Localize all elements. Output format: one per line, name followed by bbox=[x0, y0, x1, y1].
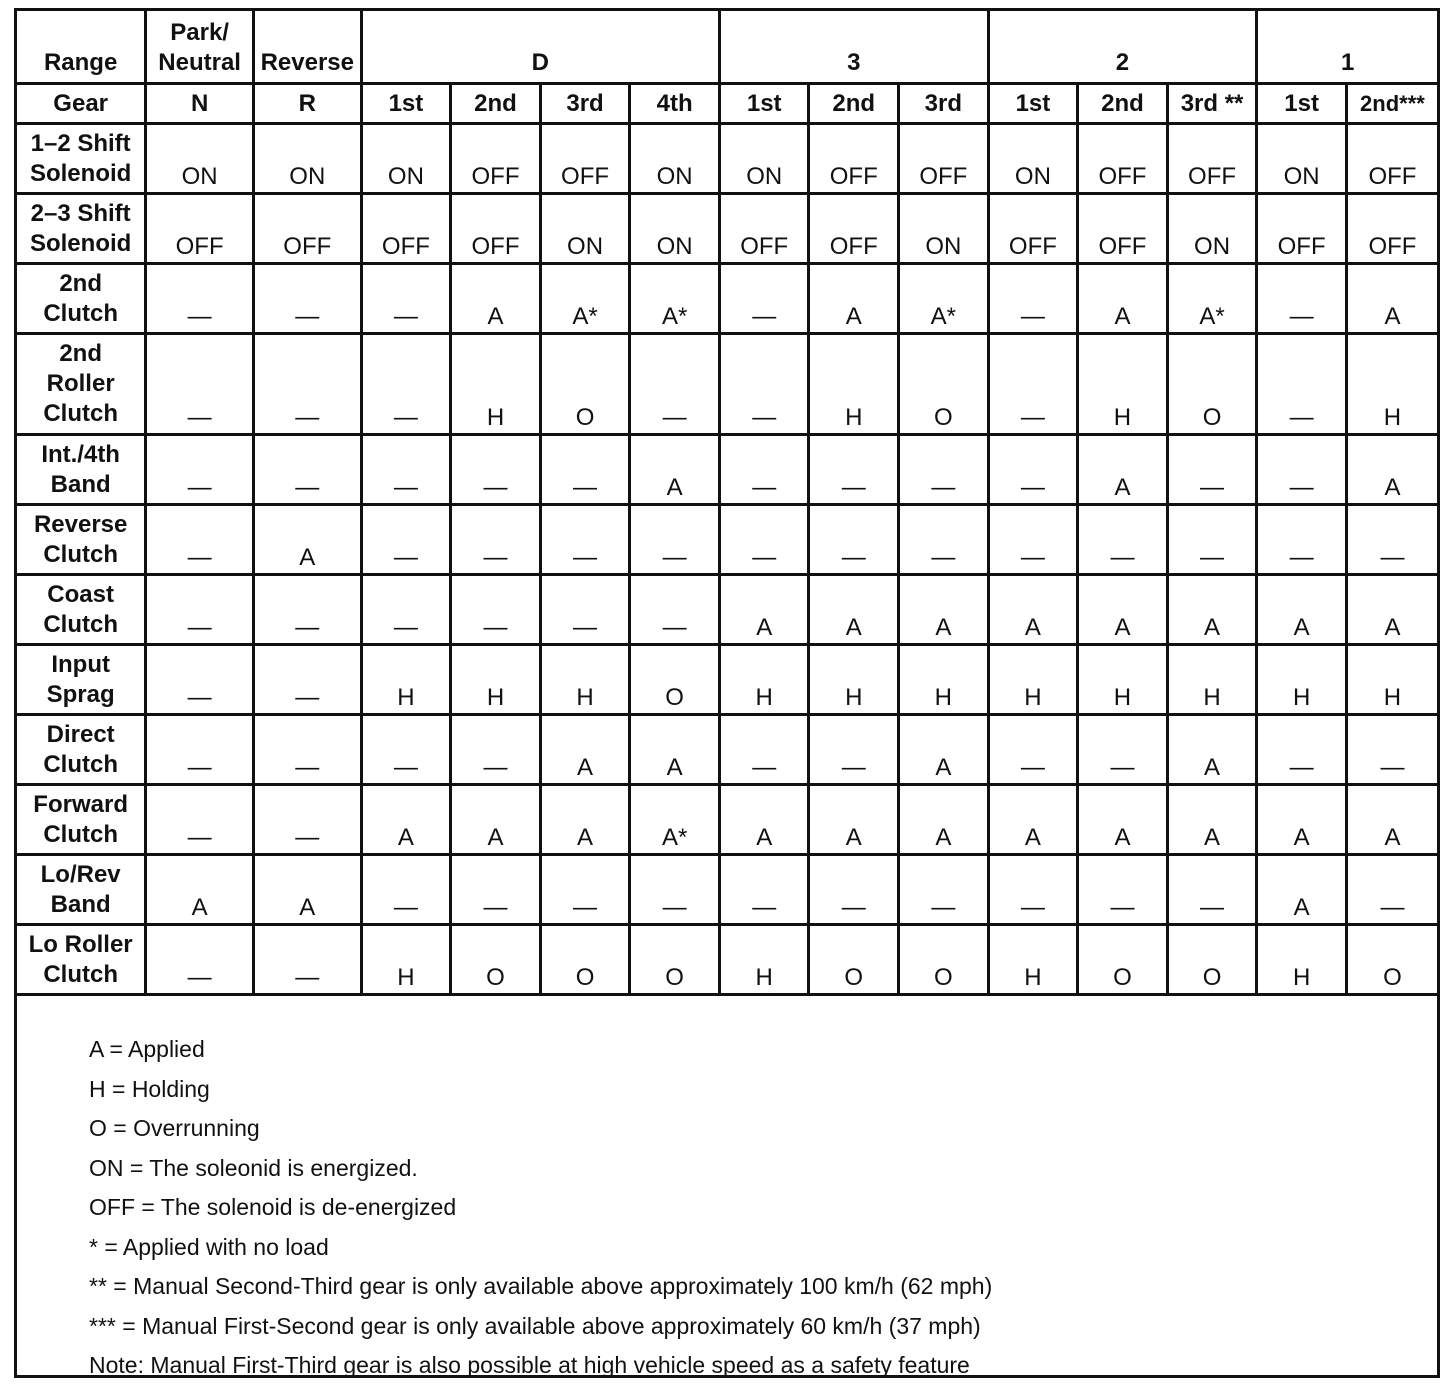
table-cell: — bbox=[1167, 435, 1257, 505]
table-row bbox=[17, 925, 1437, 995]
table-cell: — bbox=[988, 264, 1078, 334]
table-cell: OFF bbox=[1078, 194, 1168, 264]
table-cell: A bbox=[451, 264, 541, 334]
legend-item: *** = Manual First-Second gear is only available above approximately 60 km/h (37 mph) bbox=[89, 1312, 981, 1339]
table-cell: OFF bbox=[1167, 124, 1257, 194]
table-cell: — bbox=[146, 334, 254, 435]
table-cell: — bbox=[146, 575, 254, 645]
table-cell: A bbox=[1167, 575, 1257, 645]
range-header-reverse: Reverse bbox=[253, 11, 361, 84]
table-cell: A bbox=[1078, 435, 1168, 505]
table-cell: — bbox=[809, 715, 899, 785]
table-cell: — bbox=[719, 855, 809, 925]
legend-item: Note: Manual First-Third gear is also possible at high vehicle speed as a safety feature bbox=[89, 1352, 970, 1378]
gear-header: 3rd bbox=[540, 84, 630, 124]
table-cell: — bbox=[451, 855, 541, 925]
table-cell: ON bbox=[361, 124, 451, 194]
row-label: 2nd Clutch bbox=[17, 264, 146, 334]
table-cell: — bbox=[1257, 715, 1347, 785]
gear-header: 2nd bbox=[451, 84, 541, 124]
table-cell: A bbox=[1078, 264, 1168, 334]
table-cell: OFF bbox=[988, 194, 1078, 264]
legend-item: ** = Manual Second-Third gear is only available above approximately 100 km/h (62 mph) bbox=[89, 1273, 993, 1299]
table-cell: OFF bbox=[540, 124, 630, 194]
table-cell: OFF bbox=[899, 124, 989, 194]
table-cell: OFF bbox=[1346, 124, 1437, 194]
table-cell: A* bbox=[540, 264, 630, 334]
range-header-d: D bbox=[361, 11, 719, 84]
table-cell: O bbox=[451, 925, 541, 995]
range-header-1: 1 bbox=[1257, 11, 1437, 84]
table-cell: — bbox=[451, 505, 541, 575]
table-cell: — bbox=[988, 435, 1078, 505]
table-row bbox=[17, 785, 1437, 855]
table-cell: H bbox=[1078, 334, 1168, 435]
table-cell: H bbox=[719, 925, 809, 995]
table-cell: A bbox=[899, 575, 989, 645]
table-cell: ON bbox=[1257, 124, 1347, 194]
table-cell: — bbox=[1078, 505, 1168, 575]
table-cell: A bbox=[253, 855, 361, 925]
table-cell: O bbox=[1346, 925, 1437, 995]
table-cell: O bbox=[1167, 334, 1257, 435]
table-cell: H bbox=[451, 334, 541, 435]
table-cell: — bbox=[146, 435, 254, 505]
table-cell: O bbox=[809, 925, 899, 995]
table-cell: A* bbox=[1167, 264, 1257, 334]
table-cell: — bbox=[630, 334, 720, 435]
row-label: 2–3 Shift Solenoid bbox=[17, 194, 146, 264]
legend-item: A = Applied bbox=[89, 1036, 205, 1062]
table-cell: OFF bbox=[809, 124, 899, 194]
table-cell: — bbox=[146, 264, 254, 334]
gear-header: 2nd*** bbox=[1346, 84, 1437, 124]
table-cell: A bbox=[988, 575, 1078, 645]
table-cell: — bbox=[1257, 435, 1347, 505]
table-cell: A bbox=[540, 785, 630, 855]
table-row bbox=[17, 194, 1437, 264]
table-cell: — bbox=[253, 925, 361, 995]
table-cell: O bbox=[899, 925, 989, 995]
table-cell: O bbox=[899, 334, 989, 435]
table-cell: ON bbox=[630, 194, 720, 264]
table-cell: H bbox=[719, 645, 809, 715]
table-cell: A bbox=[630, 435, 720, 505]
table-cell: — bbox=[540, 435, 630, 505]
gear-header: 1st bbox=[988, 84, 1078, 124]
table-row bbox=[17, 715, 1437, 785]
table-cell: — bbox=[540, 575, 630, 645]
table-cell: OFF bbox=[1078, 124, 1168, 194]
table-row bbox=[17, 435, 1437, 505]
table-cell: — bbox=[630, 855, 720, 925]
table-cell: — bbox=[809, 435, 899, 505]
table-cell: — bbox=[253, 435, 361, 505]
gear-header: 1st bbox=[719, 84, 809, 124]
component-rows bbox=[17, 124, 1437, 995]
table-cell: O bbox=[1167, 925, 1257, 995]
table-cell: ON bbox=[988, 124, 1078, 194]
legend-item: H = Holding bbox=[89, 1075, 210, 1102]
table-cell: A bbox=[630, 715, 720, 785]
table-cell: A* bbox=[630, 264, 720, 334]
table-row bbox=[17, 505, 1437, 575]
range-label: Range bbox=[17, 11, 146, 84]
gear-header: R bbox=[253, 84, 361, 124]
row-label: 2nd Roller Clutch bbox=[17, 334, 146, 435]
table-cell: ON bbox=[719, 124, 809, 194]
table-cell: A bbox=[1078, 785, 1168, 855]
table-cell: A bbox=[1167, 785, 1257, 855]
table-cell: OFF bbox=[146, 194, 254, 264]
table-cell: — bbox=[899, 855, 989, 925]
table-cell: — bbox=[253, 264, 361, 334]
table-cell: A bbox=[1257, 575, 1347, 645]
table-cell: OFF bbox=[451, 194, 541, 264]
table-cell: — bbox=[361, 264, 451, 334]
table-row bbox=[17, 855, 1437, 925]
table-cell: O bbox=[630, 645, 720, 715]
row-label: Coast Clutch bbox=[17, 575, 146, 645]
table-cell: A bbox=[809, 575, 899, 645]
table-cell: A bbox=[1078, 575, 1168, 645]
table-cell: — bbox=[253, 785, 361, 855]
legend-item: O = Overrunning bbox=[89, 1115, 260, 1141]
table-cell: — bbox=[540, 855, 630, 925]
table-cell: A bbox=[1346, 575, 1437, 645]
table-cell: A bbox=[253, 505, 361, 575]
table-cell: — bbox=[988, 505, 1078, 575]
table-cell: — bbox=[630, 575, 720, 645]
table-cell: OFF bbox=[361, 194, 451, 264]
table-cell: A bbox=[809, 785, 899, 855]
table-cell: — bbox=[146, 505, 254, 575]
table-cell: H bbox=[451, 645, 541, 715]
table-cell: — bbox=[1257, 334, 1347, 435]
table-cell: A bbox=[899, 785, 989, 855]
table-cell: H bbox=[988, 645, 1078, 715]
gear-header: N bbox=[146, 84, 254, 124]
table-cell: — bbox=[361, 715, 451, 785]
table-cell: A bbox=[1257, 785, 1347, 855]
table-cell: — bbox=[253, 575, 361, 645]
table-cell: — bbox=[899, 505, 989, 575]
table-cell: OFF bbox=[809, 194, 899, 264]
table-cell: A bbox=[1257, 855, 1347, 925]
table-cell: — bbox=[1078, 715, 1168, 785]
gear-header: 2nd bbox=[809, 84, 899, 124]
table-cell: — bbox=[988, 855, 1078, 925]
table-cell: H bbox=[1167, 645, 1257, 715]
table-cell: — bbox=[146, 645, 254, 715]
table-cell: A* bbox=[899, 264, 989, 334]
table-cell: H bbox=[1257, 645, 1347, 715]
row-label: Forward Clutch bbox=[17, 785, 146, 855]
table-cell: — bbox=[253, 645, 361, 715]
table-cell: — bbox=[719, 435, 809, 505]
table-cell: A bbox=[361, 785, 451, 855]
table-cell: ON bbox=[253, 124, 361, 194]
table-cell: — bbox=[361, 855, 451, 925]
table-cell: — bbox=[1346, 855, 1437, 925]
table-cell: — bbox=[1167, 855, 1257, 925]
row-label: Int./4th Band bbox=[17, 435, 146, 505]
table-cell: — bbox=[809, 855, 899, 925]
table-cell: — bbox=[451, 435, 541, 505]
shift-solenoid-apply-table bbox=[17, 11, 1437, 996]
table-cell: A bbox=[1167, 715, 1257, 785]
table-cell: — bbox=[988, 715, 1078, 785]
legend bbox=[17, 1024, 1437, 1378]
table-cell: A bbox=[719, 785, 809, 855]
table-cell: A bbox=[1346, 264, 1437, 334]
legend-item: OFF = The solenoid is de-energized bbox=[89, 1194, 457, 1220]
table-cell: H bbox=[361, 925, 451, 995]
table-row bbox=[17, 264, 1437, 334]
gear-header: 4th bbox=[630, 84, 720, 124]
table-cell: H bbox=[1257, 925, 1347, 995]
table-cell: — bbox=[1078, 855, 1168, 925]
table-cell: — bbox=[361, 505, 451, 575]
row-label: Reverse Clutch bbox=[17, 505, 146, 575]
table-cell: O bbox=[540, 925, 630, 995]
table-cell: H bbox=[1346, 645, 1437, 715]
table-cell: A* bbox=[630, 785, 720, 855]
table-cell: ON bbox=[899, 194, 989, 264]
table-cell: ON bbox=[146, 124, 254, 194]
table-cell: — bbox=[1346, 505, 1437, 575]
table-cell: — bbox=[361, 575, 451, 645]
row-label: Lo/Rev Band bbox=[17, 855, 146, 925]
table-cell: A bbox=[540, 715, 630, 785]
gear-header-row bbox=[17, 84, 1437, 124]
table-row bbox=[17, 575, 1437, 645]
table-cell: — bbox=[899, 435, 989, 505]
table-cell: A bbox=[451, 785, 541, 855]
table-cell: A bbox=[809, 264, 899, 334]
table-cell: H bbox=[809, 645, 899, 715]
table-cell: — bbox=[988, 334, 1078, 435]
range-header-3: 3 bbox=[719, 11, 988, 84]
row-label: Direct Clutch bbox=[17, 715, 146, 785]
table-cell: A bbox=[719, 575, 809, 645]
table-cell: — bbox=[253, 715, 361, 785]
shift-chart bbox=[14, 8, 1440, 1378]
gear-label: Gear bbox=[17, 84, 146, 124]
table-cell: A bbox=[1346, 435, 1437, 505]
table-cell: O bbox=[540, 334, 630, 435]
gear-header: 3rd bbox=[899, 84, 989, 124]
table-cell: A bbox=[1346, 785, 1437, 855]
gear-header: 2nd bbox=[1078, 84, 1168, 124]
table-cell: — bbox=[719, 505, 809, 575]
range-header-row bbox=[17, 11, 1437, 84]
table-cell: OFF bbox=[451, 124, 541, 194]
table-cell: — bbox=[451, 575, 541, 645]
legend-item: ON = The soleonid is energized. bbox=[89, 1154, 418, 1181]
table-cell: A bbox=[899, 715, 989, 785]
table-cell: OFF bbox=[1257, 194, 1347, 264]
table-cell: A bbox=[146, 855, 254, 925]
row-label: Lo Roller Clutch bbox=[17, 925, 146, 995]
gear-header: 3rd ** bbox=[1167, 84, 1257, 124]
table-cell: H bbox=[1346, 334, 1437, 435]
range-header-2: 2 bbox=[988, 11, 1257, 84]
table-cell: — bbox=[146, 715, 254, 785]
table-cell: — bbox=[1346, 715, 1437, 785]
table-cell: H bbox=[1078, 645, 1168, 715]
table-cell: — bbox=[719, 264, 809, 334]
table-cell: — bbox=[146, 925, 254, 995]
table-cell: — bbox=[719, 715, 809, 785]
table-row bbox=[17, 334, 1437, 435]
table-cell: ON bbox=[1167, 194, 1257, 264]
table-cell: — bbox=[809, 505, 899, 575]
table-cell: H bbox=[899, 645, 989, 715]
legend-item: * = Applied with no load bbox=[89, 1233, 329, 1260]
table-cell: — bbox=[451, 715, 541, 785]
row-label: Input Sprag bbox=[17, 645, 146, 715]
table-cell: ON bbox=[540, 194, 630, 264]
table-cell: — bbox=[361, 435, 451, 505]
table-cell: — bbox=[146, 785, 254, 855]
table-cell: — bbox=[1167, 505, 1257, 575]
table-cell: H bbox=[988, 925, 1078, 995]
table-cell: — bbox=[361, 334, 451, 435]
range-header-park-neutral: Park/ Neutral bbox=[146, 11, 254, 84]
table-cell: — bbox=[540, 505, 630, 575]
table-cell: A bbox=[988, 785, 1078, 855]
table-cell: — bbox=[719, 334, 809, 435]
table-cell: O bbox=[630, 925, 720, 995]
table-cell: OFF bbox=[719, 194, 809, 264]
table-row bbox=[17, 124, 1437, 194]
table-cell: H bbox=[809, 334, 899, 435]
gear-header: 1st bbox=[1257, 84, 1347, 124]
table-cell: — bbox=[630, 505, 720, 575]
table-cell: OFF bbox=[253, 194, 361, 264]
table-cell: O bbox=[1078, 925, 1168, 995]
table-row bbox=[17, 645, 1437, 715]
gear-header: 1st bbox=[361, 84, 451, 124]
table-cell: H bbox=[361, 645, 451, 715]
table-cell: — bbox=[1257, 264, 1347, 334]
table-cell: H bbox=[540, 645, 630, 715]
row-label: 1–2 Shift Solenoid bbox=[17, 124, 146, 194]
table-cell: ON bbox=[630, 124, 720, 194]
table-cell: — bbox=[253, 334, 361, 435]
table-cell: — bbox=[1257, 505, 1347, 575]
table-cell: OFF bbox=[1346, 194, 1437, 264]
